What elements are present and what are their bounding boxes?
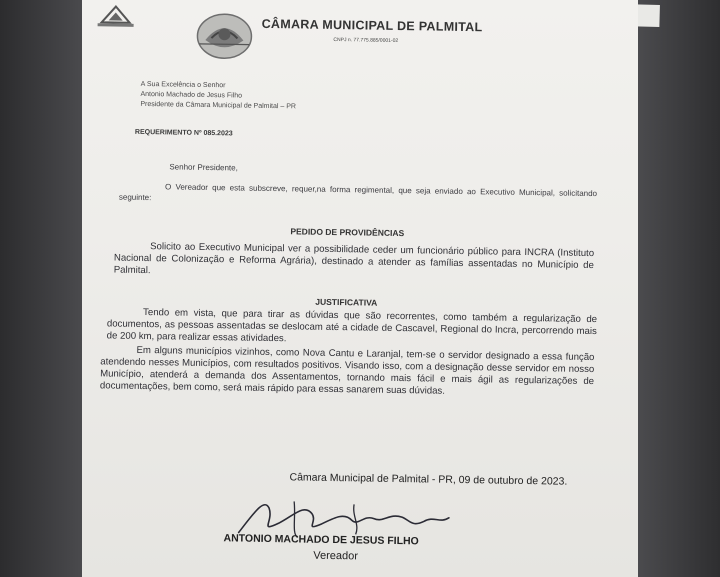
section-heading-providencias: PEDIDO DE PROVIDÊNCIAS (290, 226, 405, 239)
providencias-paragraph: Solicito ao Executivo Municipal ver a possibilidade ceder um funcionário público para INCRA (Instituto Nacional de Colonização e Reforma Agrária), destinado a atender as famílias assentadas no Município de Palmital. (113, 241, 595, 277)
date-line: Câmara Municipal de Palmital - PR, 09 de outubro de 2023. (289, 471, 568, 488)
recipient-line-1: A Sua Excelência o Senhor (140, 80, 226, 90)
recipient-line-2: Antonio Machado de Jesus Filho (140, 90, 243, 100)
document-content (82, 0, 638, 577)
justificativa-paragraph-1: Tendo em vista, que para tirar as dúvidas que são recorrentes, como também a regularização de documentos, as pessoas assentadas se deslocam até a cidade de Cascavel, Regional do Incra, percorrendo mais de 200 km, para realizar essas atividades. (106, 306, 598, 345)
intro-paragraph: O Vereador que esta subscreve, requer,na forma regimental, que seja enviado ao Executivo Municipal, solicitando seguinte: (118, 182, 598, 203)
left-logo-icon (95, 4, 135, 35)
signer-name: ANTONIO MACHADO DE JESUS FILHO (223, 532, 419, 548)
page-title: CÂMARA MUNICIPAL DE PALMITAL (261, 16, 483, 35)
cnpj-text: CNPJ n. 77.775.885/0001-02 (333, 36, 399, 44)
salutation: Senhor Presidente, (169, 162, 238, 173)
justificativa-paragraph-2: Em alguns municípios vizinhos, como Nova Cantu e Laranjal, tem-se o servidor designado a essa função atendendo nesses Municípios, com resultados positivos. Visando isso, com a designação desse servidor em nosso Município, atenderá a demanda dos Assentamentos, tornando mais fácil e mais ágil as regularizações de documentações, bem como, será mais rápido para essas sanarem suas dúvidas. (99, 344, 595, 397)
background-left (0, 0, 82, 577)
background-right (638, 0, 720, 577)
document-page (82, 0, 638, 577)
coat-of-arms-icon (193, 10, 256, 63)
signer-role: Vereador (313, 549, 359, 563)
recipient-line-3: Presidente da Câmara Municipal de Palmital – PR (140, 100, 297, 111)
request-number: REQUERIMENTO Nº 085.2023 (134, 128, 233, 138)
section-heading-justificativa: JUSTIFICATIVA (315, 296, 378, 308)
